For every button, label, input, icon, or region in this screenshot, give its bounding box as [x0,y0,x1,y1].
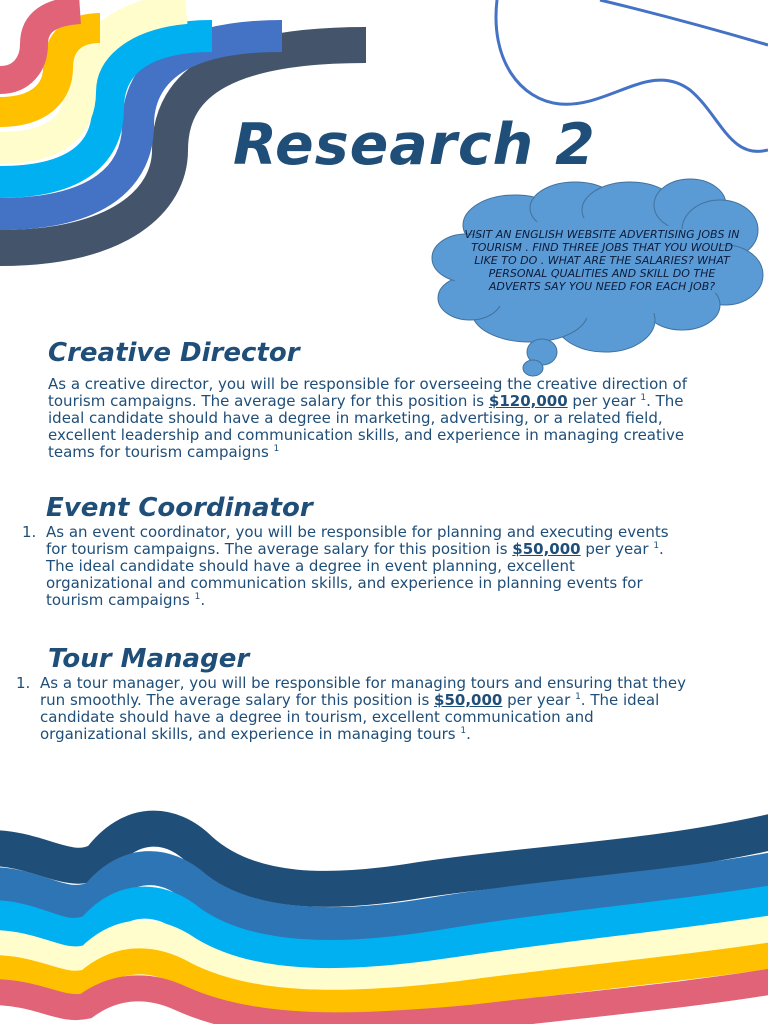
wave-sky [0,900,768,956]
footnote-ref: 1 [273,444,280,454]
page-title: Research 2 [233,112,596,178]
job-heading: Creative Director [48,338,300,368]
salary-value: $50,000 [434,691,503,709]
wave-navy [0,829,768,889]
wave-gold [0,954,768,1003]
footnote-ref: 1 [640,393,647,403]
job-description: As an event coordinator, you will be responsible for planning and executing events for tourism campaigns. The average salary for this position is $50,000 per year $^1$. The ideal candidate should have a degree in event planning, excellent organizational and communication skills, and experience in planning events for tourism campaigns $^1$. [46,523,669,609]
salary-value: $50,000 [512,540,581,558]
job-description: As a tour manager, you will be responsible for managing tours and ensuring that they run smoothly. The average salary for this position is $50,000 per year $^1$. The ideal candidate should have a degree in tourism, excellent communication and organizational skills, and experience in managing tours $^1$. [40,674,686,743]
footnote-ref: 1 [194,592,201,602]
job-heading: Event Coordinator [46,493,313,523]
wave-pink [0,980,768,1024]
salary-value: $120,000 [488,392,568,410]
list-number: 1. [22,523,37,541]
list-number: 1. [16,674,31,692]
job-heading: Tour Manager [48,644,250,674]
footnote-ref: 1 [575,692,581,702]
cloud-prompt-text: VISIT AN ENGLISH WEBSITE ADVERTISING JOBS IN TOURISM . FIND THREE JOBS THAT YOU WOULD LIKE TO DO . WHAT ARE THE SALARIES? WHAT PERSONAL QUALITIES AND SKILL DO THE ADVERTS SAY YOU NEED FOR EACH JOB? [464,228,740,293]
job-description: As a creative director, you will be responsible for overseeing the creative direction of tourism campaigns. The average salary for this position is $120,000 per year $^1$. The ideal candidate should have a degree in marketing, advertising, or a related field, excellent leadership and communication skills, and experience in managing creative teams for tourism campaigns $^1$ [48,375,687,461]
job-section-creative-director [48,338,708,461]
job-section-event-coordinator [46,493,686,523]
footnote-ref: 1 [460,726,467,736]
wave-cream [0,928,768,982]
wave-mid [0,868,768,924]
footnote-ref: 1 [653,541,660,551]
job-section-tour-manager [48,644,688,674]
